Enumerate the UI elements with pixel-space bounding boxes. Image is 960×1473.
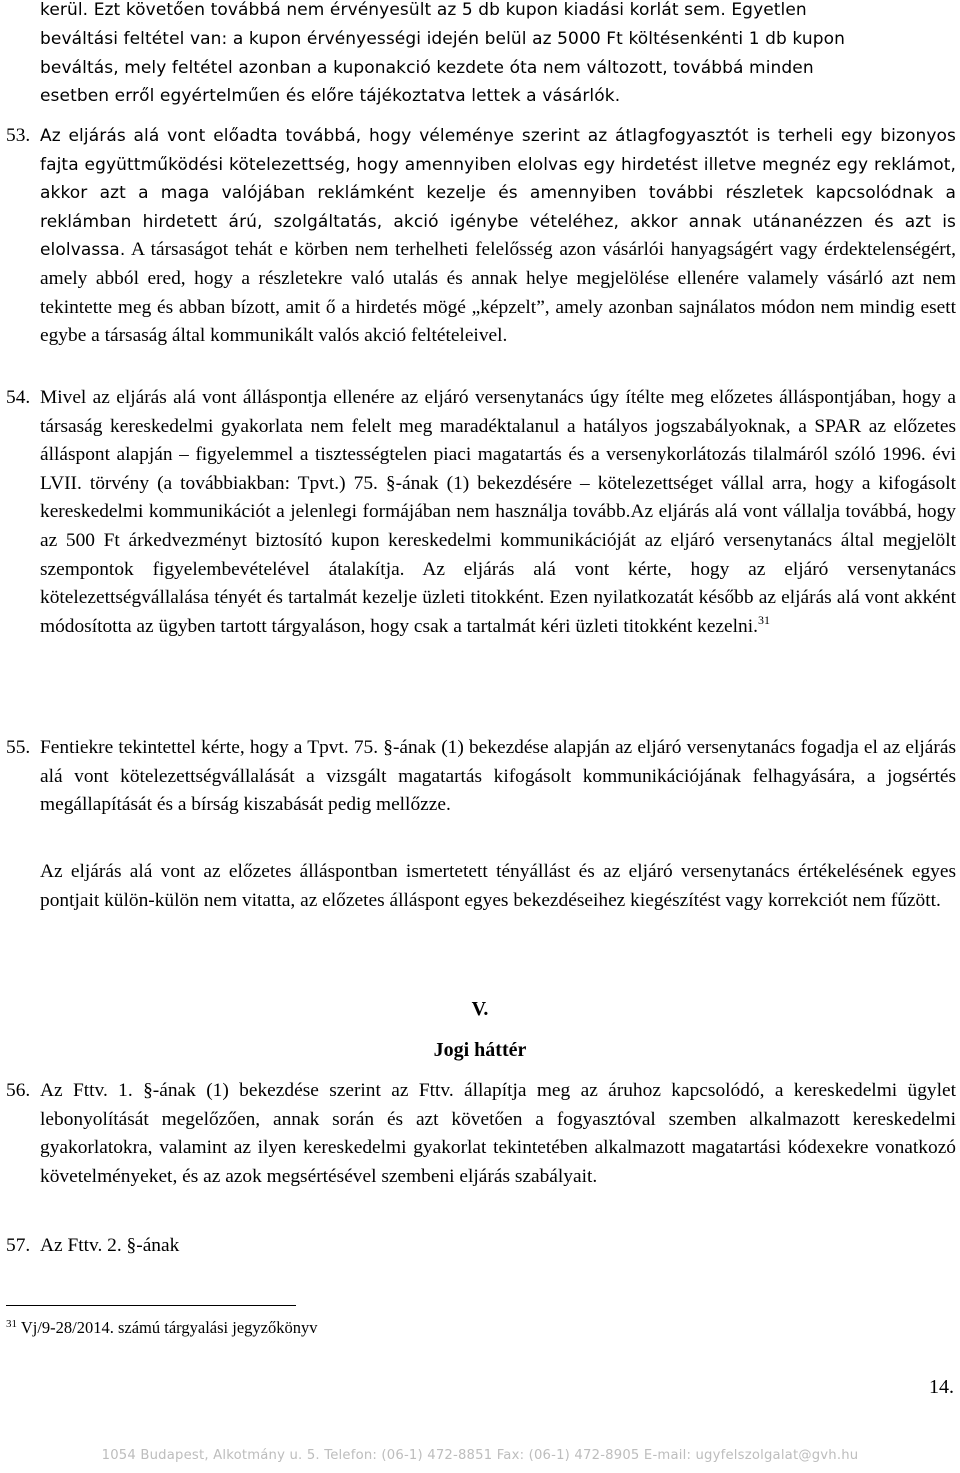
paragraph-number: 56. xyxy=(6,1080,31,1101)
paragraph-text: Az eljárás alá vont az előzetes álláspontban ismertetett tényállást és az eljáró versenytanács értékelésének egyes pontjait külön-külön nem vitatta, az előzetes álláspont egyes bekezdéseihez kiegészítést vagy korrekciót nem fűzött. xyxy=(40,861,956,911)
paragraph-55 xyxy=(6,734,956,820)
section-number: V. xyxy=(471,998,489,1020)
paragraph-text: Az Fttv. 2. §-ának xyxy=(40,1235,180,1256)
section-title: Jogi háttér xyxy=(433,1039,527,1061)
paragraph-number: 54. xyxy=(6,387,31,408)
paragraph-number: 55. xyxy=(6,737,31,758)
footnote-number: 31 xyxy=(6,1318,17,1330)
footnote xyxy=(6,1318,317,1338)
intro-line: kerül. Ezt követően továbbá nem érvényesült az 5 db kupon kiadási korlát sem. Egyetlen xyxy=(40,0,807,20)
intro-line: esetben erről egyértelműen és előre tájékoztatva lettek a vásárlók. xyxy=(40,86,621,107)
paragraph-55-continued xyxy=(40,858,956,915)
paragraph-53 xyxy=(6,122,956,351)
intro-line: beváltás, mely feltétel azonban a kuponakció kezdete óta nem változott, továbbá minden xyxy=(40,57,814,78)
paragraph-text: Az eljárás alá vont előadta továbbá, hogy véleménye szerint az átlagfogyasztót is terheli egy bizonyos fajta együttműködési kötelezettség, hogy amennyiben elolvas egy hirdetést illetve megnéz egy reklámot, akkor azt a maga valójában reklámként kezelje és amennyiben további részletek kapcsolódnak a reklámban hirdetett árú, szolgáltatás, akció igénybe vételéhez, akkor annak utánanézzen és azt is elolvassa. xyxy=(40,126,956,261)
footnote-reference[interactable]: 31 xyxy=(757,612,770,627)
paragraph-57 xyxy=(6,1232,956,1261)
paragraph-number: 53. xyxy=(6,125,31,146)
page-number: 14. xyxy=(929,1376,954,1398)
paragraph-text: Fentiekre tekintettel kérte, hogy a Tpvt. 75. §-ának (1) bekezdése alapján az eljáró versenytanács fogadja el az eljárás alá vont kötelezettségvállalását a vizsgált magatartás kifogásolt kommunikációjának felhagyására, a jogsértés megállapítását és a bírság kiszabását pedig mellőzze. xyxy=(40,737,956,816)
footnote-divider xyxy=(6,1305,296,1306)
paragraph-text: Mivel az eljárás alá vont álláspontja ellenére az eljáró versenytanács úgy ítélte meg előzetes álláspontjában, hogy a társaság kereskedelmi gyakorlata nem felelt meg maradéktalanul a hatályos jogszabályoknak, a SPAR az előzetes álláspont alapján – figyelemmel a tisztességtelen piaci magatartás és a versenykorlátozás tilalmáról szóló 1996. évi LVII. törvény (a továbbiakban: Tpvt.) 75. §-ának (1) bekezdésére – kötelezettséget vállal arra, hogy a kifogásolt kereskedelmi kommunikációt a jelenlegi formájában nem használja tovább.Az eljárás alá vont vállalja továbbá, hogy az 500 Ft árkedvezményt biztosító kupon kereskedelmi kommunikációját az eljáró versenytanács által megjelölt szempontok figyelembevételével átalakítja. Az eljárás alá vont kérte, hogy az eljáró versenytanács kötelezettségvállalása tényét és tartalmát kezelje üzleti titokként. Ezen nyilatkozatát később az eljárás alá vont akként módosította az ügyben tartott tárgyaláson, hogy csak a tartalmát kéri üzleti titokként kezelni. xyxy=(40,387,956,637)
paragraph-54 xyxy=(6,384,956,641)
footnote-text: Vj/9-28/2014. számú tárgyalási jegyzőkönyv xyxy=(20,1318,318,1337)
intro-line: beváltási feltétel van: a kupon érvényességi idején belül az 5000 Ft költésenkénti 1 db kupon xyxy=(40,28,845,49)
footer-contact: 1054 Budapest, Alkotmány u. 5. Telefon: (06-1) 472-8851 Fax: (06-1) 472-8905 E-mail: ugyfelszolgalat@gvh.hu xyxy=(101,1448,859,1463)
paragraph-text: A társaságot tehát e körben nem terhelheti felelősség azon vásárlói hanyagságért vagy érdektelenségért, amely abból ered, hogy a részletekre való utalás és annak helye megjelölése ellenére valamely vásárló azt nem tekintette meg és abban bízott, amit ő a hirdetés mögé „képzelt”, amely azonban sajnálatos módon nem mindig esett egybe a társaság által kommunikált valós akció feltételeivel. xyxy=(40,239,956,347)
paragraph-56 xyxy=(6,1077,956,1191)
paragraph-text: Az Fttv. 1. §-ának (1) bekezdése szerint az Fttv. állapítja meg az áruhoz kapcsolódó, a kereskedelmi ügylet lebonyolítását megelőzően, annak során és azt követően a fogyasztóval szemben alkalmazott kereskedelmi gyakorlatokra, valamint az ilyen kereskedelmi gyakorlat tekintetében alkalmazott magatartási kódexekre vonatkozó követelményeket, és az azok megsértésével szembeni eljárás szabályait. xyxy=(40,1080,956,1187)
intro-paragraph xyxy=(40,0,956,111)
paragraph-number: 57. xyxy=(6,1235,31,1256)
